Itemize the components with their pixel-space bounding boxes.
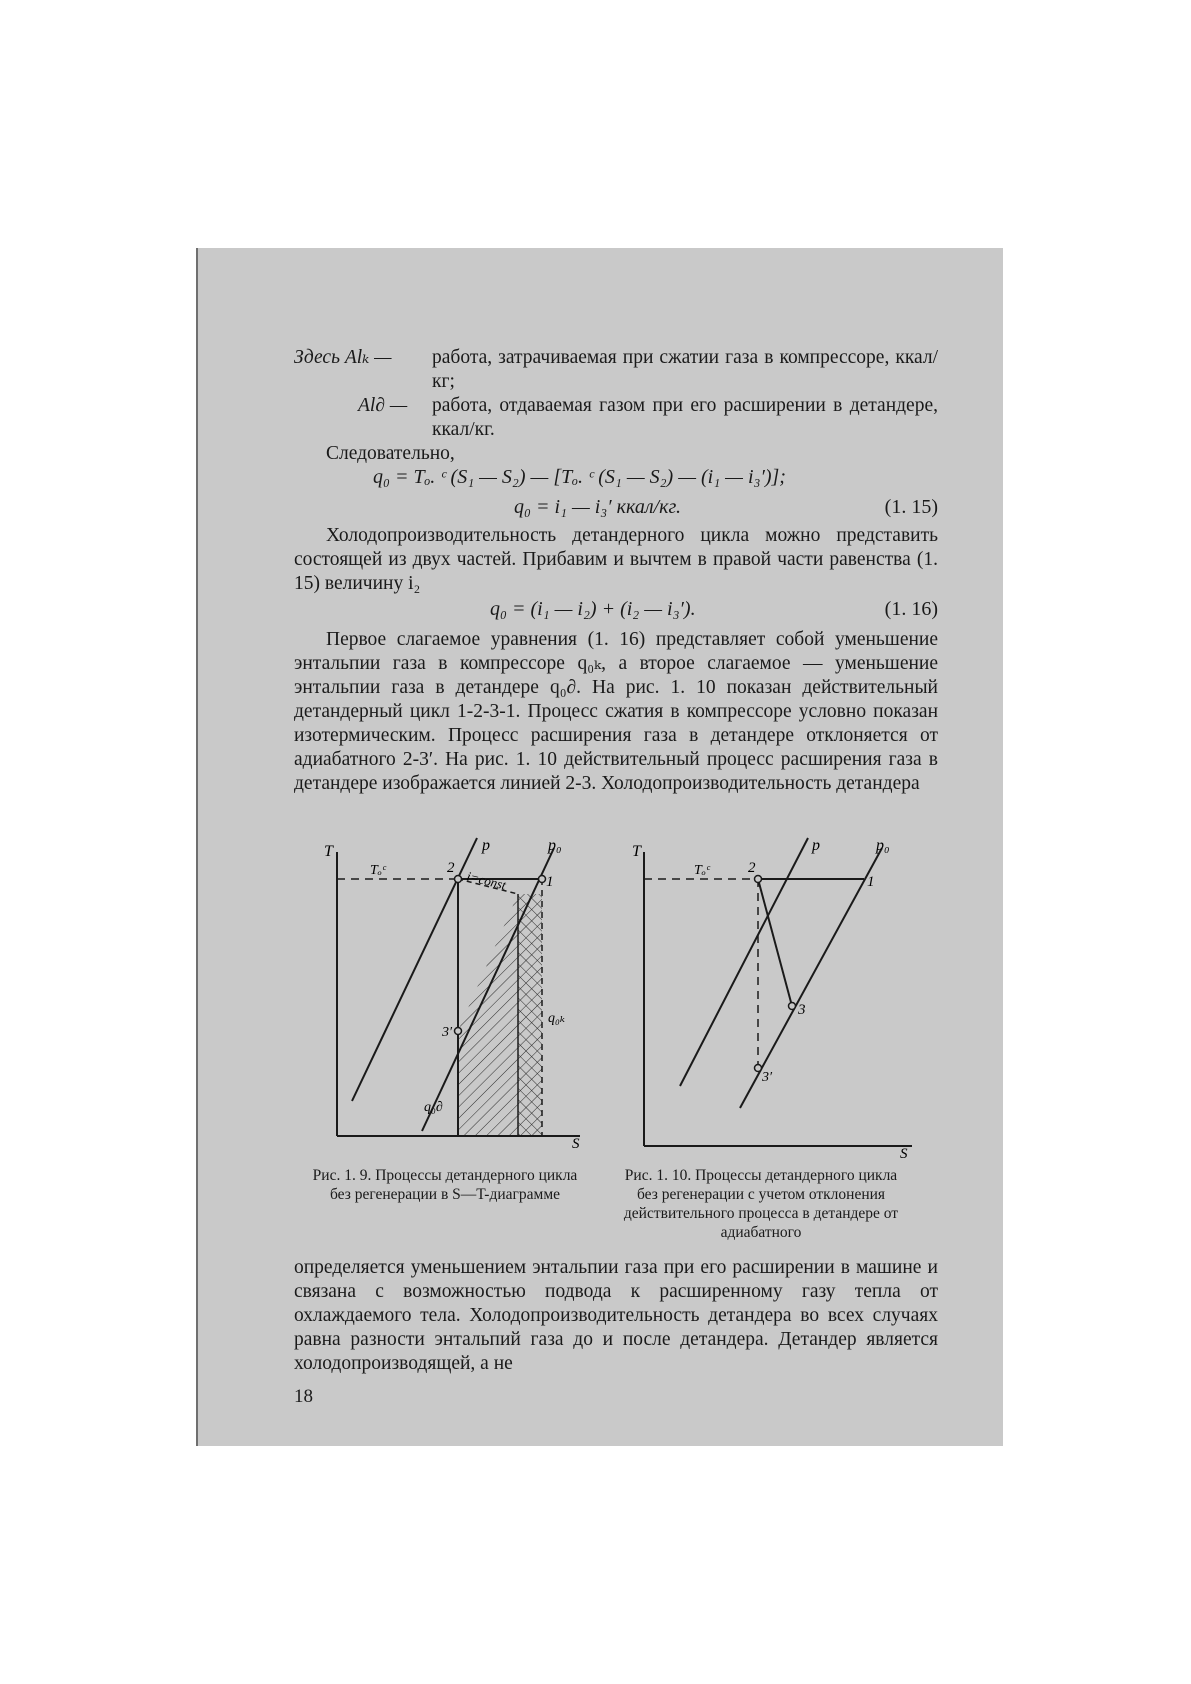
definition-symbol: Здесь Alₖ — (294, 347, 392, 368)
paragraph-text: Холодопроизводительность детандерного цикла можно представить состоящей из двух частей. Прибавим и вычтем в правой части равенства (1. 15) величину i₂ (294, 525, 938, 594)
label-t: T (632, 843, 641, 860)
label-point-3-prime: 3′ (762, 1070, 773, 1085)
caption-fig-1-9: Рис. 1. 9. Процессы детандерного цикла без регенерации в S—T-диаграмме (312, 1167, 578, 1203)
label-toc: Tₒᶜ (370, 863, 386, 878)
paragraph-1 (294, 524, 938, 596)
label-i-const: i=const (465, 868, 508, 893)
label-s: S (572, 1136, 580, 1148)
paragraph-text: определяется уменьшением энтальпии газа при его расширении в машине и связана с возможностью подвода к расширенному газу тепла от охлаждаемого тела. Холодопроизводительность детандера во всех случаях равна разности энтальпий газа до и после детандера. Детандер является холодопроизводящей, а не (294, 1257, 938, 1374)
definition-symbol: Al∂ — (358, 395, 408, 416)
definition-row (294, 394, 938, 442)
label-point-3: 3 (798, 1002, 806, 1018)
label-point-1: 1 (867, 874, 875, 890)
label-p: p (812, 837, 820, 854)
formula-2: q₀ = i₁ — i₃′ ккал/кг. (514, 496, 682, 518)
equation-number-1-15: (1. 15) (884, 496, 938, 518)
label-point-3-prime: 3′ (442, 1025, 453, 1040)
equation-number-1-16: (1. 16) (884, 598, 938, 620)
definitions (294, 346, 938, 442)
paragraph-2 (294, 628, 938, 796)
figure-1-10 (632, 836, 922, 1158)
formula-1: q₀ = Tₒ. ᶜ (S₁ — S₂) — [Tₒ. ᶜ (S₁ — S₂) — (i₁ — i₃′)]; (373, 466, 786, 488)
label-point-2: 2 (447, 860, 455, 876)
area-q0k (518, 894, 542, 1136)
label-point-2: 2 (748, 860, 756, 876)
page-number: 18 (294, 1386, 313, 1407)
figure-1-9 (322, 836, 592, 1148)
label-p0: p₀ (548, 837, 562, 854)
paragraph-text: Первое слагаемое уравнения (1. 16) представляет собой уменьшение энтальпии газа в компрессоре q₀ₖ, а второе слагаемое — уменьшение энтальпии газа в детандере q₀∂. На рис. 1. 10 показан действительный детандерный цикл 1-2-3-1. Процесс сжатия в компрессоре условно показан изотермическим. Процесс расширения газа в детандере отклоняется от адиабатного 2-3′. На рис. 1. 10 действительный процесс расширения газа в детандере изображается линией 2-3. Холодопроизводительность детандера (294, 629, 938, 794)
label-s: S (900, 1146, 908, 1158)
label-t: T (324, 843, 333, 860)
figure-1-10-diagram (632, 836, 922, 1158)
point-2 (455, 876, 462, 883)
label-p0: p₀ (876, 837, 890, 854)
definition-text: работа, отдаваемая газом при его расширении в детандере, ккал/кг. (432, 395, 938, 440)
paragraph-3 (294, 1256, 938, 1376)
label-point-1: 1 (546, 874, 554, 890)
point-3-prime (455, 1028, 462, 1035)
point-3 (789, 1003, 796, 1010)
label-toc: Tₒᶜ (694, 863, 710, 878)
label-q0d: q₀∂ (424, 1100, 443, 1115)
definition-row (294, 346, 938, 394)
definition-text: работа, затрачиваемая при сжатии газа в компрессоре, ккал/кг; (432, 347, 938, 392)
process-2-3 (758, 879, 792, 1006)
point-3-prime (755, 1065, 762, 1072)
lead-line (294, 442, 938, 466)
formula-3: q₀ = (i₁ — i₂) + (i₂ — i₃′). (490, 598, 696, 620)
point-1 (539, 876, 546, 883)
lead-text: Следовательно, (326, 443, 455, 464)
label-p: p (482, 837, 490, 854)
label-q0k: q₀ₖ (548, 1011, 565, 1026)
figure-1-9-diagram (322, 836, 592, 1148)
point-2 (755, 876, 762, 883)
page-scan (196, 248, 1003, 1446)
caption-fig-1-10: Рис. 1. 10. Процессы детандерного цикла без регенерации с учетом отклонения действительного процесса в детандере от адиабатного (623, 1167, 899, 1241)
